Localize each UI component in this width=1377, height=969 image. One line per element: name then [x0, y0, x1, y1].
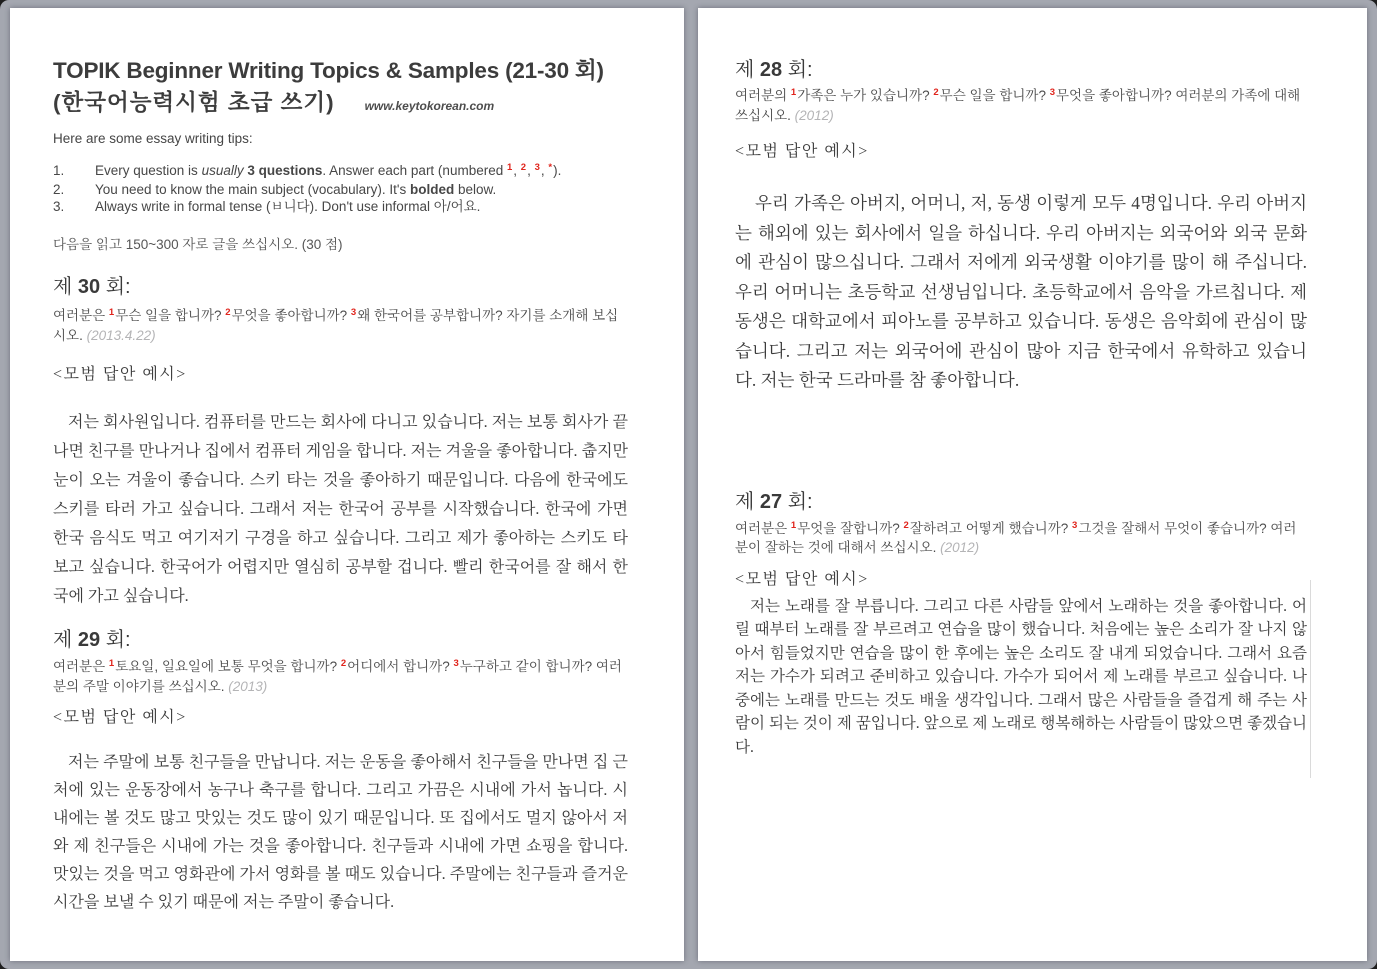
sample-answer-label: <모범 답안 예시> — [735, 143, 869, 160]
writing-instruction: 다음을 읽고 150~300 자로 글을 쓰십시오. (30 점) — [53, 237, 343, 253]
sample-answer-text: 저는 주말에 보통 친구들을 만납니다. 저는 운동을 좋아해서 친구들을 만나면 집 근처에 있는 운동장에서 농구나 축구를 합니다. 그리고 가끔은 시내에 가서 놉니다. 시내에는 볼 것도 많고 맛있는 것도 많이 있기 때문입니다. 또 집에서도 멀지 않아서 저와 제 친구들은 시내에 가는 것을 좋아합니다. 친구들과 시내에 가면 쇼핑을 합니다. 맛있는 것을 먹고 영화관에 가서 영화를 볼 때도 있습니다. 주말에는 친구들과 즐거운 시간을 보낼 수 있기 때문에 저는 주말이 좋습니다. — [53, 754, 628, 912]
superscript-2: 2 — [340, 658, 347, 670]
superscript-3: 3 — [1072, 519, 1078, 531]
tip-text: Always write in formal tense (ㅂ니다). Don't use informal 아/어요. — [95, 198, 481, 214]
section-27-question: 여러분은 $^1$무엇을 잘합니까? $^2$잘하려고 어떻게 했습니까? $^3$그것을 잘해서 무엇이 좋습니까? 여러분이 잘하는 것에 대해서 쓰십시오. (2012) — [735, 519, 1297, 555]
doc-subtitle-row — [53, 87, 628, 119]
section-27-heading: 제 27 회: — [735, 490, 813, 513]
page-2 — [698, 8, 1367, 961]
superscript-3: 3 — [1049, 87, 1056, 98]
superscript-1: 1 — [108, 658, 115, 670]
superscript-3: 3 — [534, 162, 540, 173]
superscript-1: 1 — [790, 87, 797, 98]
superscript-3: 3 — [350, 307, 357, 319]
superscript-2: 2 — [933, 87, 939, 98]
tips-intro: Here are some essay writing tips: — [53, 131, 253, 146]
doc-title: TOPIK Beginner Writing Topics & Samples (21-30 회) — [53, 58, 604, 83]
sample-answer-label: <모범 답안 예시> — [735, 570, 869, 588]
tip-number: 2. — [53, 181, 65, 197]
text-frame-edge-line — [1310, 580, 1311, 778]
exam-date: (2012) — [940, 540, 980, 555]
sample-answer-text: 저는 회사원입니다. 컴퓨터를 만드는 회사에 다니고 있습니다. 저는 보통 회사가 끝나면 친구를 만나거나 집에서 컴퓨터 게임을 합니다. 저는 겨울을 좋아합니다. 춥지만 눈이 오는 겨울이 좋습니다. 스키 타는 것을 좋아하기 때문입니다. 다음에 한국에도 스키를 타러 가고 싶습니다. 그래서 저는 한국어 공부를 시작했습니다. 한국에 가면 한국 음식도 먹고 여기저기 구경을 하고 싶습니다. 그리고 제가 좋아하는 스키도 타 보고 싶습니다. 한국어가 어렵지만 열심히 공부할 겁니다. 빨리 한국어를 잘 해서 한국에 가고 싶습니다. — [53, 414, 628, 606]
section-29-heading: 제 29 회: — [53, 629, 131, 652]
superscript-2: 2 — [903, 519, 909, 531]
tip-text: Every question is usually 3 questions. Answer each part (numbered $^1$, $^2$, $^3$, *). — [95, 162, 562, 178]
superscript-1: 1 — [506, 162, 513, 173]
superscript-2: 2 — [520, 162, 527, 173]
page-1 — [10, 8, 684, 961]
section-30-question: 여러분은 $^1$무슨 일을 합니까? $^2$무엇을 좋아합니까? $^3$왜 한국어를 공부합니까? 자기를 소개해 보십시오. (2013.4.22) — [53, 307, 619, 343]
tip-number: 1. — [53, 163, 65, 178]
superscript-2: 2 — [225, 307, 231, 319]
superscript-3: 3 — [453, 658, 459, 670]
sample-answer-text: 우리 가족은 아버지, 어머니, 저, 동생 이렇게 모두 4명입니다. 우리 아버지는 해외에 있는 회사에서 일을 하십니다. 우리 아버지는 외국어와 외국 문화에 관심이 많으십니다. 그래서 저에게 외국생활 이야기를 많이 해 주십니다. 우리 어머니는 초등학교 선생님입니다. 초등학교에서 음악을 가르칩니다. 제 동생은 대학교에서 피아노를 공부하고 있습니다. 동생은 음악회에 관심이 많습니다. 그리고 저는 외국어에 관심이 많아 지금 한국에서 유학하고 있습니다. 저는 한국 드라마를 참 좋아합니다. — [735, 193, 1307, 390]
superscript-1: 1 — [108, 307, 115, 319]
superscript-1: 1 — [790, 519, 797, 531]
exam-date: (2013) — [228, 678, 268, 694]
section-28 — [735, 58, 1307, 396]
section-27 — [735, 490, 1307, 760]
tip-item-3 — [53, 199, 628, 216]
sample-answer-label: <모범 답안 예시> — [53, 709, 187, 727]
section-30-heading: 제 30 회: — [53, 276, 131, 299]
exam-date: (2012) — [794, 107, 834, 123]
tip-number: 3. — [53, 198, 65, 214]
tips-list — [53, 163, 628, 215]
tip-item-2 — [53, 182, 628, 199]
section-29-question: 여러분은 $^1$토요일, 일요일에 보통 무엇을 합니까? $^2$어디에서 합니까? $^3$누구하고 같이 합니까? 여러분의 주말 이야기를 쓰십시오. (2013) — [53, 658, 622, 694]
sample-answer-label: <모범 답안 예시> — [53, 366, 187, 384]
tip-text: You need to know the main subject (vocabulary). It's bolded below. — [95, 181, 497, 197]
tip-item-1 — [53, 163, 628, 182]
superscript-star: * — [548, 162, 553, 173]
section-28-heading: 제 28 회: — [735, 59, 813, 81]
exam-date: (2013.4.22) — [86, 327, 156, 343]
doc-subtitle: (한국어능력시험 초급 쓰기) — [53, 90, 335, 115]
sample-answer-text: 저는 노래를 잘 부릅니다. 그리고 다른 사람들 앞에서 노래하는 것을 좋아합니다. 어릴 때부터 노래를 잘 부르려고 연습을 많이 했습니다. 처음에는 높은 소리가 잘 나지 않아서 힘들었지만 연습을 많이 한 후에는 높은 소리도 잘 내게 되었습니다. 그래서 요즘 저는 가수가 되려고 준비하고 있습니다. 가수가 되어서 제 노래를 부르고 싶습니다. 나중에는 노래를 만드는 것도 배울 생각입니다. 그래서 많은 사람들을 즐겁게 해 주는 사람이 되는 것이 제 꿈입니다. 앞으로 제 노래로 행복해하는 사람들이 많았으면 좋겠습니다. — [735, 597, 1307, 756]
section-28-question: 여러분의 $^1$가족은 누가 있습니까? $^2$무슨 일을 합니까? $^3$무엇을 좋아합니까? 여러분의 가족에 대해 쓰십시오. (2012) — [735, 87, 1301, 123]
section-30 — [53, 275, 628, 611]
section-29 — [53, 628, 628, 917]
website-url: www.keytokorean.com — [364, 99, 495, 113]
